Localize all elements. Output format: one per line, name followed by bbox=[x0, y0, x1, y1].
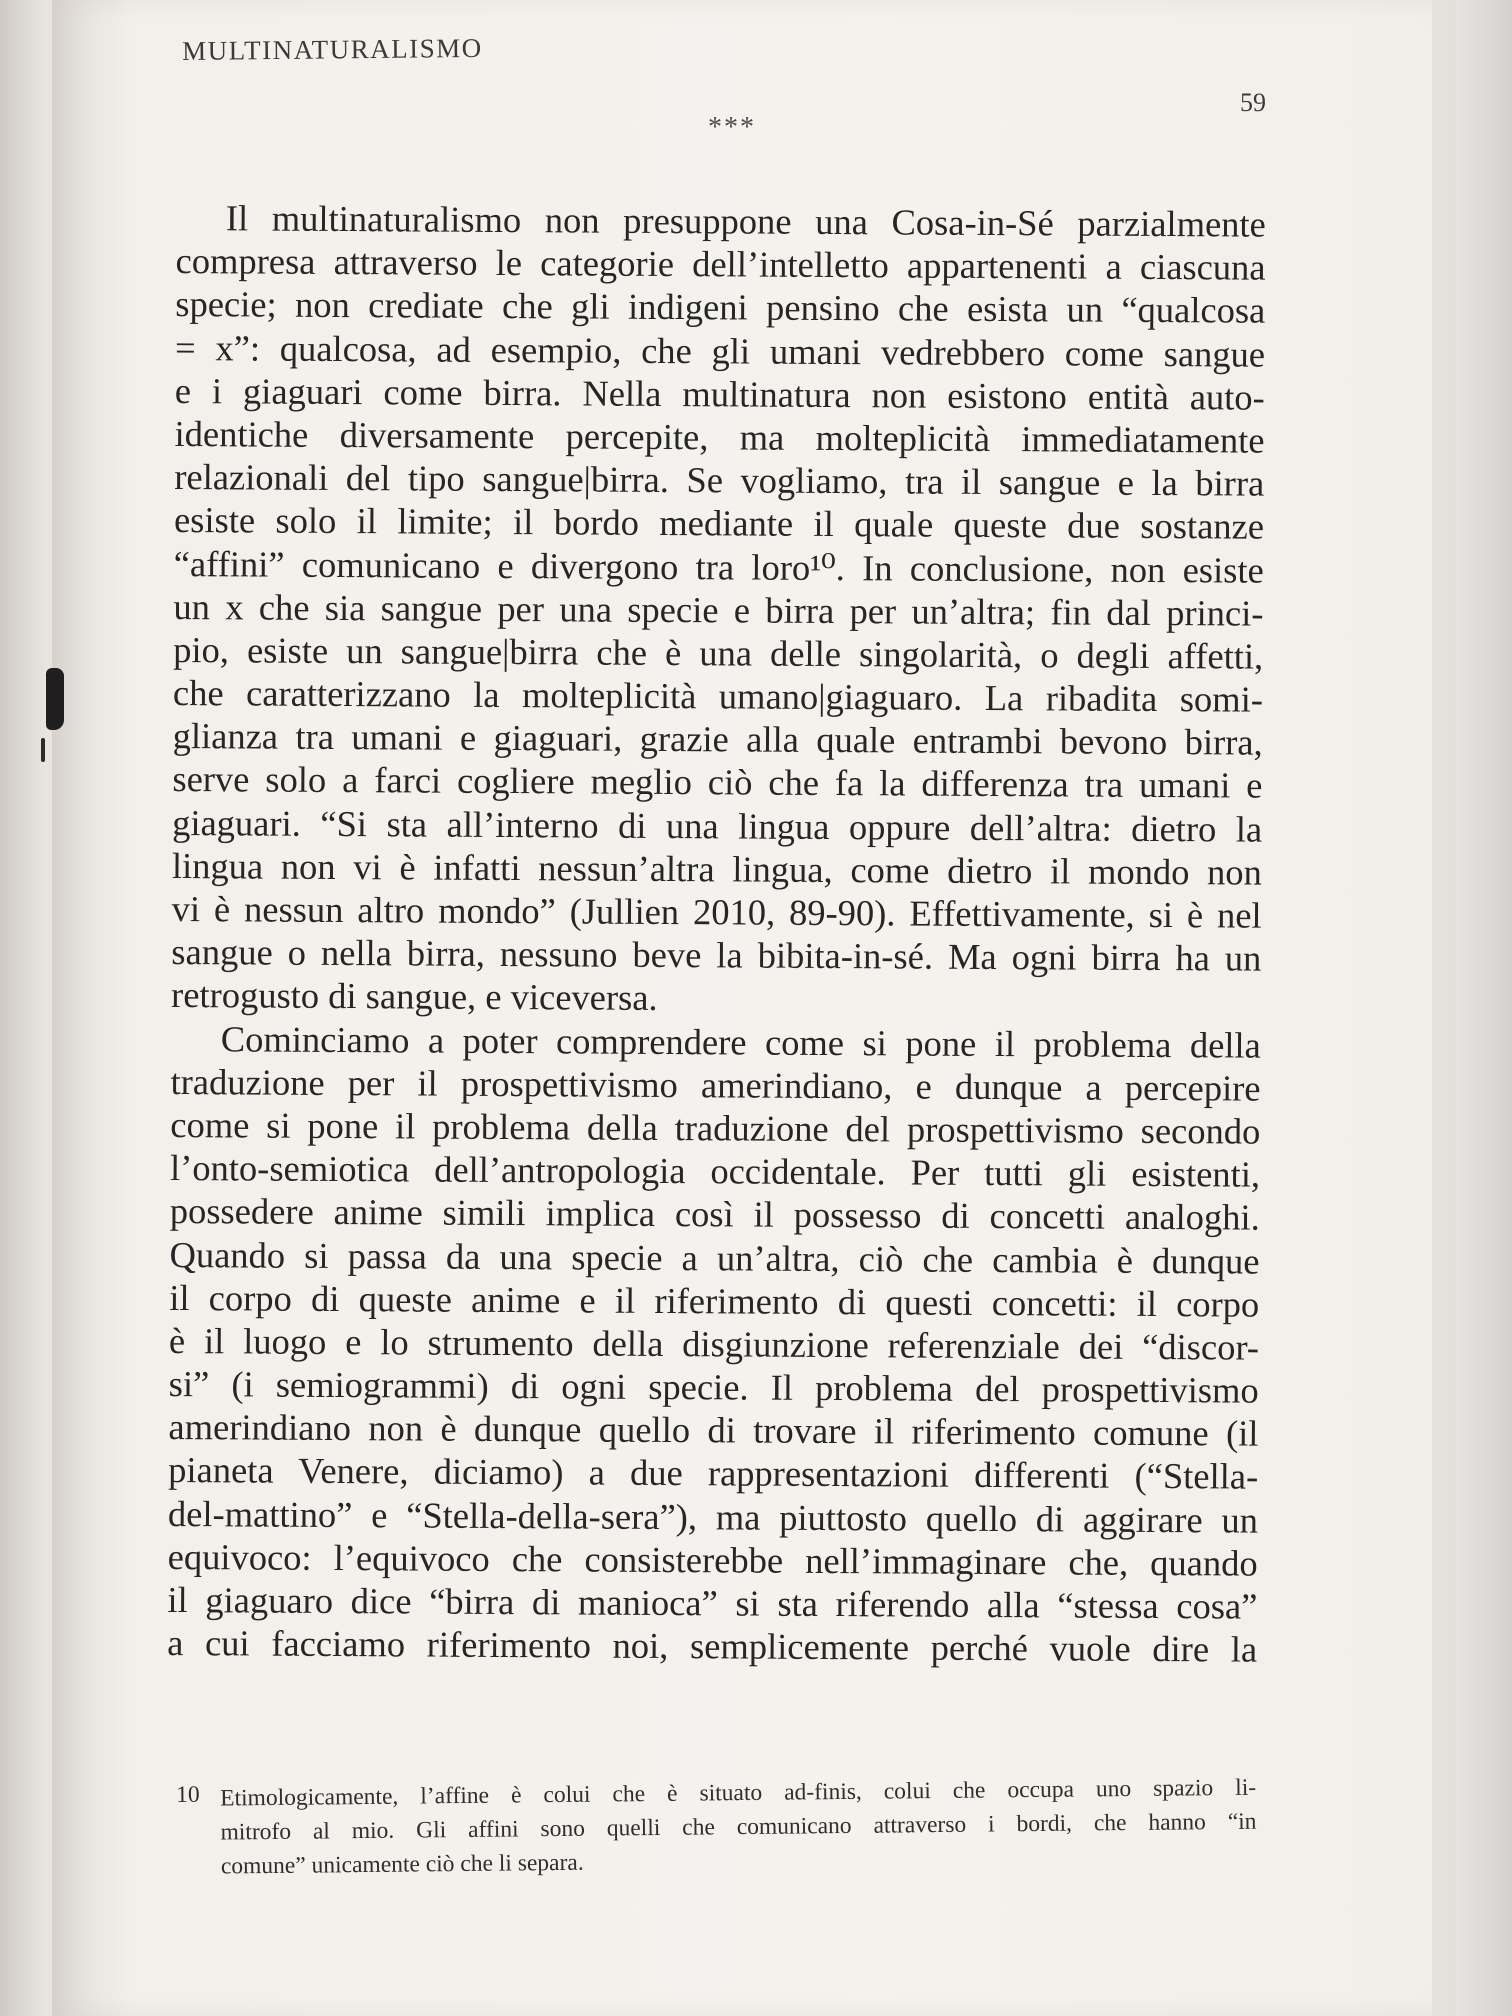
text-line: relazionali del tipo sangue|birra. Se vogliamo, tra il sangue e la birra bbox=[174, 456, 1265, 504]
text-line: possedere anime simili implica così il possesso di concetti analoghi. bbox=[169, 1190, 1260, 1238]
paragraph-1 bbox=[171, 196, 1266, 1023]
text-line: che caratterizzano la molteplicità umano|giaguaro. La ribadita somi- bbox=[172, 672, 1264, 720]
section-break: *** bbox=[708, 112, 756, 143]
text-line: equivoco: l’equivoco che consisterebbe nell’immaginare che, quando bbox=[167, 1535, 1258, 1584]
text-line: del-mattino” e “Stella-della-sera”), ma piuttosto quello di aggirare un bbox=[167, 1492, 1259, 1541]
footnote-number: 10 bbox=[176, 1781, 200, 1808]
text-line: si” (i semiogrammi) di ogni specie. Il problema del prospettivismo bbox=[168, 1363, 1259, 1411]
text-line: compresa attraverso le categorie dell’intelletto appartenenti a ciascuna bbox=[175, 240, 1266, 288]
footnote bbox=[176, 1771, 1257, 1884]
footnote-line: comune” unicamente ciò che li separa. bbox=[220, 1849, 584, 1880]
text-line: vi è nessun altro mondo” (Jullien 2010, 89-90). Effettivamente, si è nel bbox=[171, 887, 1262, 936]
text-line: Quando si passa da una specie a un’altra, ciò che cambia è dunque bbox=[169, 1233, 1260, 1282]
text-line: retrogusto di sangue, e viceversa. bbox=[170, 974, 658, 1019]
text-line: e i giaguari come birra. Nella multinatura non esistono entità auto- bbox=[174, 369, 1265, 418]
footnote-line: mitrofo al mio. Gli affini sono quelli che comunicano attraverso i bordi, che hanno “in bbox=[220, 1808, 1257, 1846]
text-line: amerindiano non è dunque quello di trovare il riferimento comune (il bbox=[168, 1406, 1259, 1454]
text-line: lingua non vi è infatti nessun’altra lingua, come dietro il mondo non bbox=[171, 844, 1263, 893]
text-line: esiste solo il limite; il bordo mediante il quale queste due sostanze bbox=[173, 499, 1265, 547]
body-text bbox=[167, 196, 1266, 1671]
text-line: il corpo di queste anime e il riferimento di questi concetti: il corpo bbox=[169, 1276, 1260, 1325]
binding-tick bbox=[41, 738, 45, 762]
text-line: sangue o nella birra, nessuno beve la bibita-in-sé. Ma ogni birra ha un bbox=[171, 931, 1262, 979]
text-line: = x”: qualcosa, ad esempio, che gli umani vedrebbero come sangue bbox=[174, 326, 1266, 375]
text-line: giaguari. “Si sta all’interno di una lingua oppure dell’altra: dietro la bbox=[172, 801, 1263, 850]
text-line: specie; non crediate che gli indigeni pensino che esista un “qualcosa bbox=[175, 283, 1266, 332]
page-edge bbox=[1456, 0, 1512, 2016]
paragraph-2 bbox=[167, 1017, 1261, 1671]
text-line: Cominciamo a poter comprendere come si pone il problema della bbox=[220, 1017, 1261, 1066]
running-head: MULTINATURALISMO bbox=[182, 32, 483, 66]
binding-mark bbox=[46, 668, 64, 730]
text-line: è il luogo e lo strumento della disgiunzione referenziale dei “discor- bbox=[168, 1319, 1260, 1368]
text-line: l’onto-semiotica dell’antropologia occidentale. Per tutti gli esistenti, bbox=[169, 1147, 1261, 1195]
text-line: pio, esiste un sangue|birra che è una delle singolarità, o degli affetti, bbox=[173, 628, 1264, 677]
page-number: 59 bbox=[1240, 88, 1266, 117]
text-line: serve solo a farci cogliere meglio ciò che fa la differenza tra umani e bbox=[172, 758, 1263, 807]
text-line: glianza tra umani e giaguari, grazie alla quale entrambi bevono birra, bbox=[172, 715, 1263, 763]
text-line: a cui facciamo riferimento noi, semplicemente perché vuole dire la bbox=[167, 1622, 1258, 1670]
text-line: identiche diversamente percepite, ma molteplicità immediatamente bbox=[174, 412, 1265, 461]
text-line: un x che sia sangue per una specie e birra per un’altra; fin dal princi- bbox=[173, 585, 1264, 634]
text-line: traduzione per il prospettivismo amerindiano, e dunque a percepire bbox=[170, 1060, 1261, 1109]
text-line: “affini” comunicano e divergono tra loro¹⁰. In conclusione, non esiste bbox=[173, 542, 1264, 591]
text-line: il giaguaro dice “birra di manioca” si sta riferendo alla “stessa cosa” bbox=[167, 1578, 1258, 1627]
text-line: pianeta Venere, diciamo) a due rappresentazioni differenti (“Stella- bbox=[168, 1449, 1259, 1498]
text-line: come si pone il problema della traduzione del prospettivismo secondo bbox=[170, 1103, 1261, 1152]
footnote-line: Etimologicamente, l’affine è colui che è situato ad-finis, colui che occupa uno spazio li- bbox=[220, 1774, 1257, 1812]
text-line: Il multinaturalismo non presuppone una Cosa-in-Sé parzialmente bbox=[225, 197, 1266, 245]
